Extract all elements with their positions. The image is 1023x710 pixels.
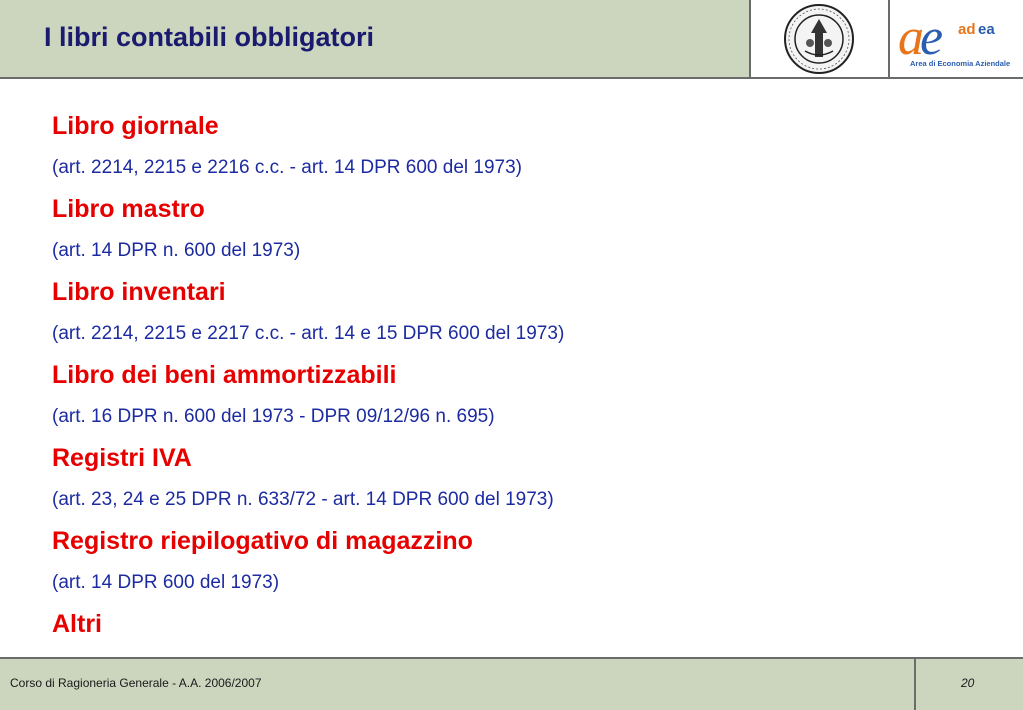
book-heading: Registro riepilogativo di magazzino [52, 527, 473, 555]
list-item [52, 438, 982, 521]
legal-reference: (art. 14 DPR 600 del 1973) [52, 572, 280, 593]
book-heading: Registri IVA [52, 444, 192, 472]
footer-bar [0, 657, 1023, 710]
adea-brand-icon [896, 8, 1020, 70]
book-heading: Libro giornale [52, 112, 219, 140]
list-item [52, 272, 982, 355]
list-item [52, 355, 982, 438]
legal-reference: (art. 16 DPR n. 600 del 1973 - DPR 09/12/96 n. 695) [52, 406, 495, 427]
list-item [52, 604, 982, 644]
book-heading: Libro dei beni ammortizzabili [52, 361, 397, 389]
list-item [52, 106, 982, 189]
header-bar [0, 0, 1023, 79]
svg-text:ad: ad [958, 21, 976, 38]
book-heading: Altri [52, 610, 102, 638]
page-number: 20 [961, 676, 975, 690]
book-heading: Libro inventari [52, 278, 226, 306]
legal-reference: (art. 23, 24 e 25 DPR n. 633/72 - art. 14 DPR 600 del 1973) [52, 489, 554, 510]
svg-text:Area di Economia Aziendale: Area di Economia Aziendale [910, 59, 1011, 68]
legal-reference: (art. 2214, 2215 e 2217 c.c. - art. 14 e 15 DPR 600 del 1973) [52, 323, 565, 344]
university-seal-logo [749, 0, 888, 77]
footer-divider [914, 659, 916, 710]
list-item [52, 521, 982, 604]
svg-text:e: e [920, 9, 944, 66]
book-heading: Libro mastro [52, 195, 205, 223]
legal-reference: (art. 2214, 2215 e 2216 c.c. - art. 14 DPR 600 del 1973) [52, 157, 523, 178]
seal-icon [783, 3, 855, 75]
list-item [52, 189, 982, 272]
adea-logo [888, 0, 1023, 77]
svg-text:a: a [898, 9, 924, 66]
legal-reference: (art. 14 DPR n. 600 del 1973) [52, 240, 301, 261]
svg-text:ea: ea [978, 21, 995, 38]
obligatory-books-list [52, 106, 982, 644]
course-label: Corso di Ragioneria Generale - A.A. 2006/2007 [10, 676, 262, 690]
page-title: I libri contabili obbligatori [44, 22, 374, 52]
